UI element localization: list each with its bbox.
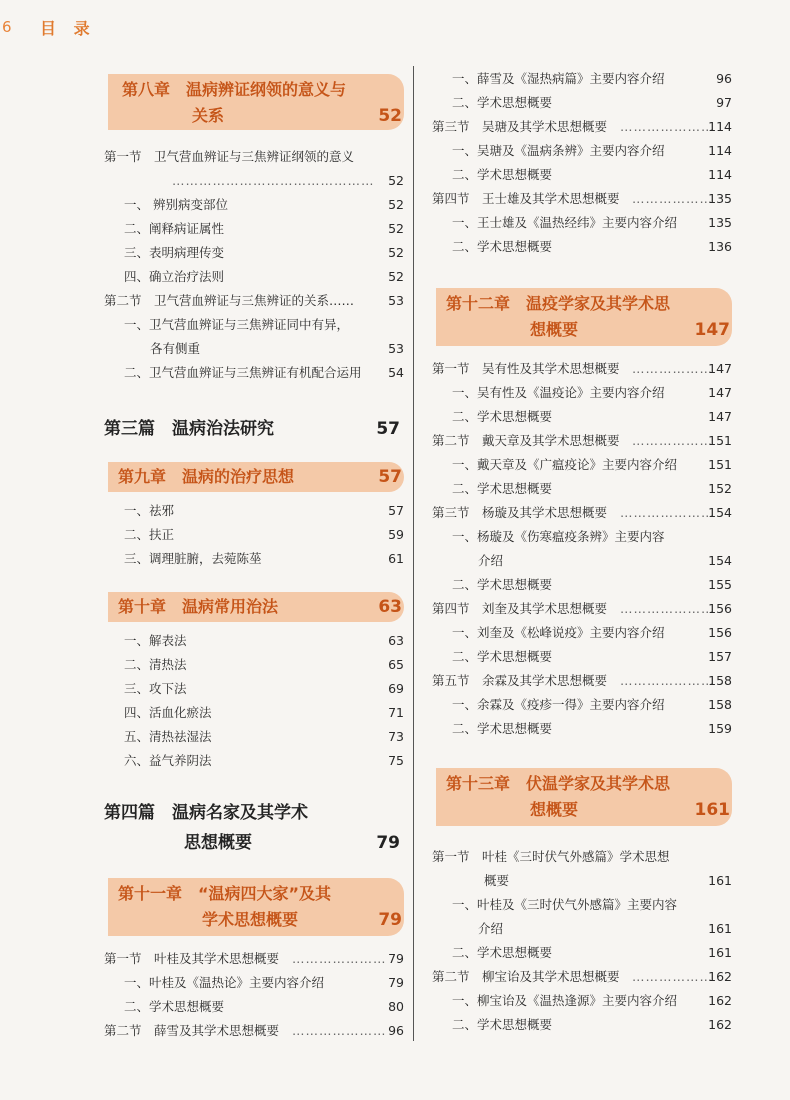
entry-title: 第四节 刘奎及其学术思想概要: [432, 601, 608, 616]
part-page: 57: [376, 419, 400, 439]
toc-entry-cont[interactable]: [104, 338, 404, 360]
toc-entry[interactable]: [432, 942, 732, 964]
entry-page: 136: [708, 239, 732, 254]
toc-entry[interactable]: [104, 702, 404, 724]
part-page: 79: [376, 833, 400, 853]
entry-title: 一、薛雪及《湿热病篇》主要内容介绍: [452, 71, 665, 86]
entry-title: 各有侧重: [150, 341, 201, 356]
leader-dots: ………………: [632, 191, 713, 206]
toc-entry[interactable]: [432, 574, 732, 596]
leader-dots: …………………: [620, 601, 715, 616]
toc-entry[interactable]: [432, 526, 732, 548]
entry-page: 114: [708, 167, 732, 182]
chapter-8-heading[interactable]: [108, 74, 404, 130]
leader-dots: …………………: [620, 119, 715, 134]
entry-page: 161: [708, 873, 732, 888]
entry-page: 155: [708, 577, 732, 592]
leader-dots: ………………: [632, 361, 713, 376]
entry-title: 二、阐释病证属性: [124, 221, 225, 236]
entry-page: 52: [388, 173, 404, 188]
entry-title: 第二节 柳宝诒及其学术思想概要: [432, 969, 620, 984]
toc-entry[interactable]: [104, 524, 404, 546]
entry-page: 135: [708, 191, 732, 206]
entry-title: 二、学术思想概要: [452, 481, 553, 496]
toc-entry[interactable]: [104, 362, 404, 384]
toc-entry-cont[interactable]: [432, 870, 732, 892]
chapter-page: 57: [378, 467, 402, 487]
entry-page: 156: [708, 625, 732, 640]
entry-title: 四、确立治疗法则: [124, 269, 225, 284]
entry-page: 63: [388, 633, 404, 648]
entry-title: 二、学术思想概要: [452, 239, 553, 254]
entry-page: 96: [716, 71, 732, 86]
entry-page: 69: [388, 681, 404, 696]
entry-title: 一、王士雄及《温热经纬》主要内容介绍: [452, 215, 678, 230]
entry-page: 79: [388, 951, 404, 966]
toc-entry[interactable]: [104, 1020, 404, 1042]
entry-page: 57: [388, 503, 404, 518]
entry-title: 第二节 薛雪及其学术思想概要: [104, 1023, 280, 1038]
entry-page: 161: [708, 945, 732, 960]
chapter-title-line2: 想概要: [530, 320, 579, 339]
entry-title: 五、清热祛湿法: [124, 729, 212, 744]
toc-entry[interactable]: [104, 750, 404, 772]
toc-entry[interactable]: [432, 646, 732, 668]
toc-entry[interactable]: [432, 382, 732, 404]
toc-entry[interactable]: [432, 92, 732, 114]
toc-entry[interactable]: [432, 718, 732, 740]
toc-entry[interactable]: [432, 406, 732, 428]
entry-title: 一、叶桂及《温热论》主要内容介绍: [124, 975, 325, 990]
entry-title: 三、表明病理传变: [124, 245, 225, 260]
entry-page: 157: [708, 649, 732, 664]
entry-page: 96: [388, 1023, 404, 1038]
entry-title: 二、清热法: [124, 657, 187, 672]
chapter-11-heading[interactable]: [108, 878, 404, 936]
entry-title: 一、刘奎及《松峰说疫》主要内容介绍: [452, 625, 665, 640]
toc-entry[interactable]: [432, 188, 732, 210]
toc-entry[interactable]: [432, 670, 732, 692]
entry-title: 概要: [484, 873, 510, 888]
entry-page: 158: [708, 697, 732, 712]
entry-title: 三、攻下法: [124, 681, 187, 696]
entry-title: 一、叶桂及《三时伏气外感篇》主要内容: [452, 897, 678, 912]
entry-title: 二、学术思想概要: [452, 167, 553, 182]
entry-page: 158: [708, 673, 732, 688]
toc-entry[interactable]: [104, 548, 404, 570]
entry-page: 52: [388, 197, 404, 212]
entry-title: 二、学术思想概要: [452, 95, 553, 110]
toc-entry[interactable]: [104, 678, 404, 700]
toc-entry[interactable]: [104, 146, 404, 168]
toc-entry[interactable]: [104, 726, 404, 748]
toc-entry[interactable]: [432, 598, 732, 620]
chapter-title: 第十章 温病常用治法: [118, 597, 279, 616]
toc-entry[interactable]: [432, 212, 732, 234]
chapter-title-line2: 关系: [192, 106, 225, 125]
entry-title: 一、祛邪: [124, 503, 175, 518]
toc-entry[interactable]: [432, 116, 732, 138]
toc-entry[interactable]: [432, 990, 732, 1012]
toc-entry-cont[interactable]: [432, 918, 732, 940]
toc-entry[interactable]: [432, 430, 732, 452]
toc-entry[interactable]: [432, 140, 732, 162]
toc-entry[interactable]: [432, 478, 732, 500]
entry-page: 147: [708, 409, 732, 424]
page-header: [0, 14, 790, 44]
entry-page: 154: [708, 553, 732, 568]
entry-page: 162: [708, 1017, 732, 1032]
entry-title: 第五节 余霖及其学术思想概要: [432, 673, 608, 688]
entry-page: 135: [708, 215, 732, 230]
entry-page: 114: [708, 143, 732, 158]
part-4-heading[interactable]: [104, 800, 404, 826]
leader-dots: …………………: [292, 951, 387, 966]
entry-title: 三、调理脏腑，去菀陈莝: [124, 551, 262, 566]
leader-dots: …………………: [620, 505, 715, 520]
entry-title: 第四节 王士雄及其学术思想概要: [432, 191, 620, 206]
entry-page: 54: [388, 365, 404, 380]
entry-title: 第一节 卫气营血辨证与三焦辨证纲领的意义: [104, 149, 355, 164]
toc-entry[interactable]: [104, 290, 404, 312]
entry-title: 二、扶正: [124, 527, 175, 542]
toc-entry[interactable]: [104, 972, 404, 994]
entry-page: 52: [388, 245, 404, 260]
chapter-page: 161: [694, 800, 730, 820]
entry-page: 154: [708, 505, 732, 520]
toc-entry[interactable]: [432, 846, 732, 868]
leader-dots: ………………: [632, 433, 713, 448]
entry-page: 147: [708, 385, 732, 400]
toc-entry[interactable]: [432, 966, 732, 988]
entry-title: 一、吴有性及《温疫论》主要内容介绍: [452, 385, 665, 400]
entry-title: 一、卫气营血辨证与三焦辨证同中有异，: [124, 317, 350, 332]
entry-page: 80: [388, 999, 404, 1014]
entry-title: 二、学术思想概要: [452, 577, 553, 592]
toc-entry[interactable]: [104, 194, 404, 216]
toc-entry[interactable]: [432, 622, 732, 644]
entry-page: 75: [388, 753, 404, 768]
entry-title: 第三节 吴瑭及其学术思想概要: [432, 119, 608, 134]
entry-title: 二、卫气营血辨证与三焦辨证有机配合运用: [124, 365, 362, 380]
toc-entry[interactable]: [432, 502, 732, 524]
entry-page: 147: [708, 361, 732, 376]
entry-title: 一、余霖及《疫疹一得》主要内容介绍: [452, 697, 665, 712]
chapter-title-line1: 第十一章 “温病四大家”及其: [118, 884, 332, 903]
chapter-title-line1: 第十二章 温疫学家及其学术思: [446, 294, 671, 313]
chapter-title: 第九章 温病的治疗思想: [118, 467, 295, 486]
entry-page: 79: [388, 975, 404, 990]
entry-title: 一、戴天章及《广瘟疫论》主要内容介绍: [452, 457, 678, 472]
entry-page: 52: [388, 269, 404, 284]
toc-entry[interactable]: [104, 314, 404, 336]
column-divider: [413, 66, 414, 1041]
chapter-13-heading[interactable]: [436, 768, 732, 826]
entry-title: 一、杨璇及《伤寒瘟疫条辨》主要内容: [452, 529, 665, 544]
entry-title: 介绍: [478, 553, 504, 568]
entry-title: 第一节 叶桂《三时伏气外感篇》学术思想: [432, 849, 670, 864]
entry-title: 二、学术思想概要: [452, 409, 553, 424]
entry-page: 71: [388, 705, 404, 720]
part-title: 第三篇 温病治法研究: [104, 419, 274, 439]
entry-page: 53: [388, 293, 404, 308]
chapter-title-line2: 想概要: [530, 800, 579, 819]
entry-title: 六、益气养阴法: [124, 753, 212, 768]
entry-page: 162: [708, 993, 732, 1008]
entry-title: 一、柳宝诒及《温热逢源》主要内容介绍: [452, 993, 678, 1008]
chapter-title-line1: 第八章 温病辨证纲领的意义与: [122, 80, 347, 99]
entry-title: 一、吴瑭及《温病条辨》主要内容介绍: [452, 143, 665, 158]
entry-page: 65: [388, 657, 404, 672]
chapter-12-heading[interactable]: [436, 288, 732, 346]
entry-page: 151: [708, 457, 732, 472]
entry-title: 一、 辨别病变部位: [124, 197, 228, 212]
toc-entry[interactable]: [432, 164, 732, 186]
chapter-page: 147: [694, 320, 730, 340]
page-number: 6: [2, 18, 12, 36]
toc-entry[interactable]: [432, 894, 732, 916]
entry-title: 第二节 戴天章及其学术思想概要: [432, 433, 620, 448]
entry-page: 61: [388, 551, 404, 566]
entry-page: 156: [708, 601, 732, 616]
leader-dots: ………………………………………: [172, 173, 375, 188]
entry-title: 四、活血化瘀法: [124, 705, 212, 720]
part-title-line2: 思想概要: [184, 833, 252, 853]
entry-page: 151: [708, 433, 732, 448]
chapter-9-heading[interactable]: [108, 462, 404, 492]
chapter-page: 79: [378, 910, 402, 930]
entry-page: 59: [388, 527, 404, 542]
toc-entry-cont[interactable]: [432, 550, 732, 572]
entry-page: 52: [388, 221, 404, 236]
part-title-line1: 第四篇 温病名家及其学术: [104, 803, 308, 823]
toc-entry[interactable]: [104, 948, 404, 970]
chapter-10-heading[interactable]: [108, 592, 404, 622]
chapter-title-line2: 学术思想概要: [202, 910, 299, 929]
leader-dots: …………………: [620, 673, 715, 688]
entry-title: 介绍: [478, 921, 504, 936]
chapter-page: 63: [378, 597, 402, 617]
entry-title: 第二节 卫气营血辨证与三焦辨证的关系……: [104, 293, 355, 308]
entry-page: 73: [388, 729, 404, 744]
toc-entry[interactable]: [104, 242, 404, 264]
leader-dots: …………………: [292, 1023, 387, 1038]
entry-page: 114: [708, 119, 732, 134]
toc-entry[interactable]: [104, 218, 404, 240]
toc-entry[interactable]: [432, 358, 732, 380]
chapter-page: 52: [378, 106, 402, 126]
entry-page: 162: [708, 969, 732, 984]
toc-entry[interactable]: [432, 454, 732, 476]
toc-entry[interactable]: [104, 630, 404, 652]
toc-entry[interactable]: [432, 68, 732, 90]
toc-entry[interactable]: [432, 1014, 732, 1036]
entry-page: 161: [708, 921, 732, 936]
entry-page: 53: [388, 341, 404, 356]
toc-entry[interactable]: [104, 266, 404, 288]
entry-title: 二、学术思想概要: [452, 1017, 553, 1032]
entry-title: 第一节 吴有性及其学术思想概要: [432, 361, 620, 376]
entry-page: 97: [716, 95, 732, 110]
toc-entry[interactable]: [104, 996, 404, 1018]
toc-entry[interactable]: [104, 654, 404, 676]
chapter-title-line1: 第十三章 伏温学家及其学术思: [446, 774, 671, 793]
entry-page: 159: [708, 721, 732, 736]
toc-entry[interactable]: [104, 500, 404, 522]
entry-title: 二、学术思想概要: [124, 999, 225, 1014]
header-title: 目 录: [40, 19, 96, 38]
entry-title: 第三节 杨璇及其学术思想概要: [432, 505, 608, 520]
entry-title: 一、解表法: [124, 633, 187, 648]
toc-entry[interactable]: [432, 236, 732, 258]
part-3-heading[interactable]: [104, 416, 404, 442]
leader-dots: ………………: [632, 969, 713, 984]
entry-title: 二、学术思想概要: [452, 721, 553, 736]
entry-title: 第一节 叶桂及其学术思想概要: [104, 951, 280, 966]
entry-title: 二、学术思想概要: [452, 945, 553, 960]
entry-page: 152: [708, 481, 732, 496]
toc-entry-cont[interactable]: [104, 170, 404, 192]
entry-title: 二、学术思想概要: [452, 649, 553, 664]
toc-entry[interactable]: [432, 694, 732, 716]
